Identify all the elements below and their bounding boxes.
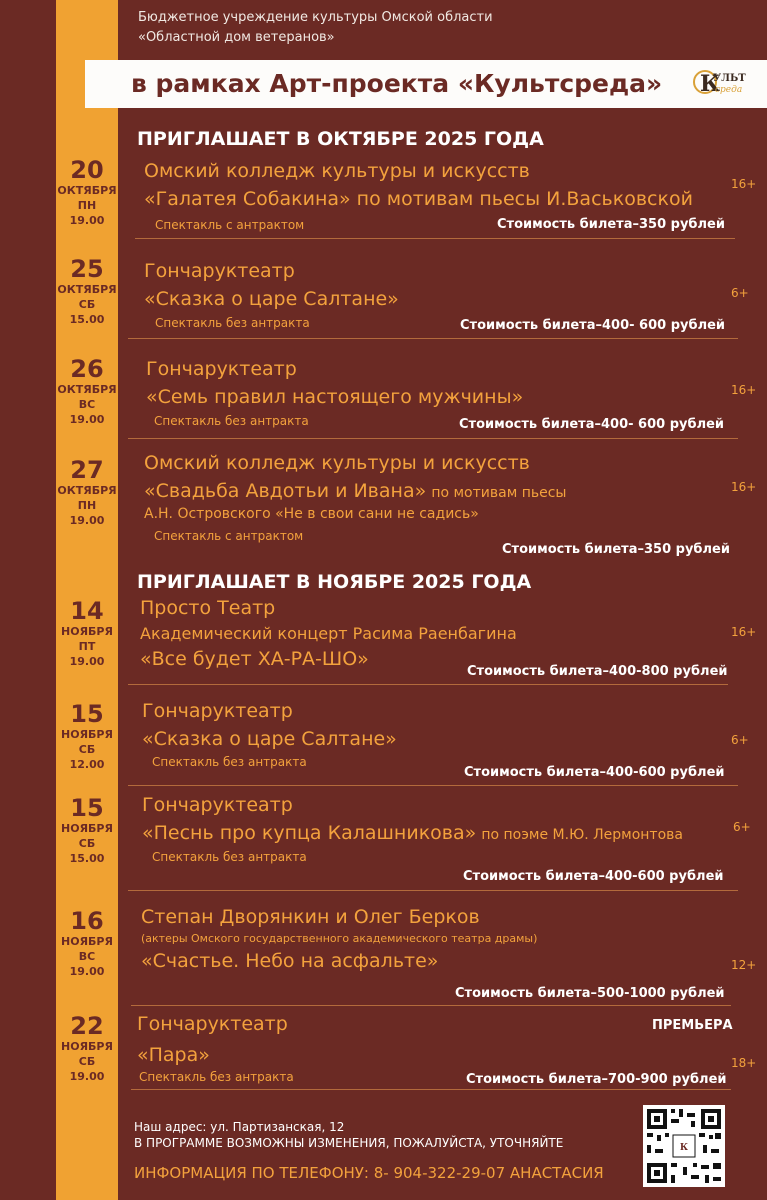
event-title: «Галатея Собакина» по мотивам пьесы И.Васьковской <box>144 188 693 210</box>
event-age: 6+ <box>731 733 749 747</box>
event-price: Стоимость билета–400- 600 рублей <box>460 318 726 333</box>
event-price: Стоимость билета–350 рублей <box>502 542 730 557</box>
event-age: 16+ <box>731 625 757 639</box>
date-time: 15.00 <box>69 852 105 865</box>
event-title: «Свадьба Авдотьи и Ивана» <box>144 480 427 502</box>
date-time: 19.00 <box>69 965 105 978</box>
date-day: 15 <box>70 794 104 822</box>
svg-text:среда: среда <box>715 85 743 95</box>
event-age: 16+ <box>731 177 757 191</box>
event-title: «Песнь про купца Калашникова» <box>142 822 477 844</box>
event-organizer: Гончаруктеатр <box>144 260 295 282</box>
event-organizer: Гончаруктеатр <box>142 700 293 722</box>
separator <box>128 890 738 891</box>
date-day: 25 <box>70 255 104 283</box>
event-note: Спектакль без антракта <box>154 414 309 428</box>
event-date <box>56 701 118 772</box>
event-date <box>56 1013 118 1084</box>
event-note: Спектакль без антракта <box>155 316 310 330</box>
date-time: 19.00 <box>69 655 105 668</box>
event-title: «Пара» <box>137 1044 210 1066</box>
event-title: «Счастье. Небо на асфальте» <box>141 950 439 972</box>
date-weekday: СБ <box>78 743 96 756</box>
event-organizer: Просто Театр <box>140 597 276 619</box>
october-section-title: ПРИГЛАШАЕТ В ОКТЯБРЕ 2025 ГОДА <box>137 128 544 150</box>
event-age: 16+ <box>731 383 757 397</box>
event-note: Спектакль с антрактом <box>155 218 305 232</box>
phone-info: ИНФОРМАЦИЯ ПО ТЕЛЕФОНУ: 8- 904-322-29-07 АНАСТАСИЯ <box>134 1164 604 1182</box>
separator <box>131 1005 731 1006</box>
event-age: 18+ <box>731 1056 757 1070</box>
event-date <box>56 256 118 327</box>
date-weekday: ПТ <box>78 640 96 653</box>
qr-code-icon[interactable] <box>643 1105 725 1187</box>
event-date <box>56 457 118 528</box>
date-day: 14 <box>70 597 104 625</box>
event-price: Стоимость билета–700-900 рублей <box>466 1072 727 1087</box>
date-day: 27 <box>70 456 104 484</box>
separator <box>128 438 738 439</box>
separator <box>128 785 738 786</box>
separator <box>135 238 735 239</box>
event-age: 6+ <box>733 820 751 834</box>
date-weekday: ВС <box>78 398 96 411</box>
date-day: 20 <box>70 156 104 184</box>
event-date <box>56 598 118 669</box>
event-subtitle: А.Н. Островского «Не в свои сани не садись» <box>144 506 479 522</box>
date-time: 19.00 <box>69 413 105 426</box>
event-price: Стоимость билета–400-600 рублей <box>464 765 725 780</box>
event-title: «Все будет ХА-РА-ШО» <box>140 648 369 670</box>
date-month: НОЯБРЯ <box>61 935 113 948</box>
date-day: 26 <box>70 355 104 383</box>
event-note: Спектакль без антракта <box>152 755 307 769</box>
event-title: «Сказка о царе Салтане» <box>142 728 397 750</box>
org-line-2: «Областной дом ветеранов» <box>138 30 335 45</box>
event-title-suffix: по мотивам пьесы <box>431 485 567 501</box>
svg-text:УЛЬТ: УЛЬТ <box>713 73 746 84</box>
event-note: Спектакль без антракта <box>152 850 307 864</box>
event-price: Стоимость билета–400-600 рублей <box>463 869 724 884</box>
event-price: Стоимость билета–400- 600 рублей <box>459 417 725 432</box>
separator <box>131 1089 731 1090</box>
event-organizer: Гончаруктеатр <box>137 1013 288 1035</box>
date-month: НОЯБРЯ <box>61 1040 113 1053</box>
event-organizer: Омский колледж культуры и искусств <box>144 160 530 182</box>
event-title: «Семь правил настоящего мужчины» <box>146 386 524 408</box>
event-subtitle: Академический концерт Расима Раенбагина <box>140 624 517 643</box>
event-age: 6+ <box>731 286 749 300</box>
event-price: Стоимость билета–500-1000 рублей <box>455 986 725 1001</box>
november-section-title: ПРИГЛАШАЕТ В НОЯБРЕ 2025 ГОДА <box>137 571 532 593</box>
date-weekday: СБ <box>78 298 96 311</box>
date-time: 19.00 <box>69 514 105 527</box>
event-organizer: Степан Дворянкин и Олег Берков <box>141 906 480 928</box>
date-time: 19.00 <box>69 1070 105 1083</box>
date-month: НОЯБРЯ <box>61 822 113 835</box>
project-banner <box>85 60 767 108</box>
event-note: Спектакль без антракта <box>139 1070 294 1084</box>
event-date <box>56 795 118 866</box>
date-month: ОКТЯБРЯ <box>57 283 117 296</box>
event-organizer: Гончаруктеатр <box>146 358 297 380</box>
event-title-line <box>144 480 566 502</box>
event-date <box>56 157 118 228</box>
svg-text:К: К <box>679 1143 689 1153</box>
date-month: ОКТЯБРЯ <box>57 383 117 396</box>
date-time: 19.00 <box>69 214 105 227</box>
event-age: 12+ <box>731 958 757 972</box>
date-time: 15.00 <box>69 313 105 326</box>
event-price: Стоимость билета–350 рублей <box>497 217 725 232</box>
date-day: 15 <box>70 700 104 728</box>
date-time: 12.00 <box>69 758 105 771</box>
event-date <box>56 356 118 427</box>
event-title-line <box>142 822 683 844</box>
premiere-label: ПРЕМЬЕРА <box>652 1018 733 1033</box>
date-day: 22 <box>70 1012 104 1040</box>
date-weekday: ПН <box>77 199 97 212</box>
kultsreda-logo-icon <box>691 64 747 102</box>
date-day: 16 <box>70 907 104 935</box>
date-month: НОЯБРЯ <box>61 728 113 741</box>
date-weekday: СБ <box>78 1055 96 1068</box>
separator <box>128 684 728 685</box>
event-subtitle: (актеры Омского государственного академического театра драмы) <box>141 932 538 945</box>
event-organizer: Гончаруктеатр <box>142 794 293 816</box>
event-date <box>56 908 118 979</box>
date-weekday: СБ <box>78 837 96 850</box>
event-note: Спектакль с антрактом <box>154 529 304 543</box>
svg-text:К: К <box>700 71 721 97</box>
event-price: Стоимость билета–400-800 рублей <box>467 664 728 679</box>
date-month: ОКТЯБРЯ <box>57 184 117 197</box>
date-weekday: ВС <box>78 950 96 963</box>
event-title-suffix: по поэме М.Ю. Лермонтова <box>481 827 683 843</box>
event-age: 16+ <box>731 480 757 494</box>
event-organizer: Омский колледж культуры и искусств <box>144 452 530 474</box>
separator <box>128 338 738 339</box>
address-text: Наш адрес: ул. Партизанская, 12 <box>134 1120 345 1134</box>
date-month: ОКТЯБРЯ <box>57 484 117 497</box>
date-weekday: ПН <box>77 499 97 512</box>
banner-text: в рамках Арт-проекта «Культсреда» <box>131 69 663 98</box>
org-line-1: Бюджетное учреждение культуры Омской области <box>138 10 493 25</box>
changes-notice: В ПРОГРАММЕ ВОЗМОЖНЫ ИЗМЕНЕНИЯ, ПОЖАЛУЙСТА, УТОЧНЯЙТЕ <box>134 1136 564 1150</box>
date-month: НОЯБРЯ <box>61 625 113 638</box>
event-title: «Сказка о царе Салтане» <box>144 288 399 310</box>
